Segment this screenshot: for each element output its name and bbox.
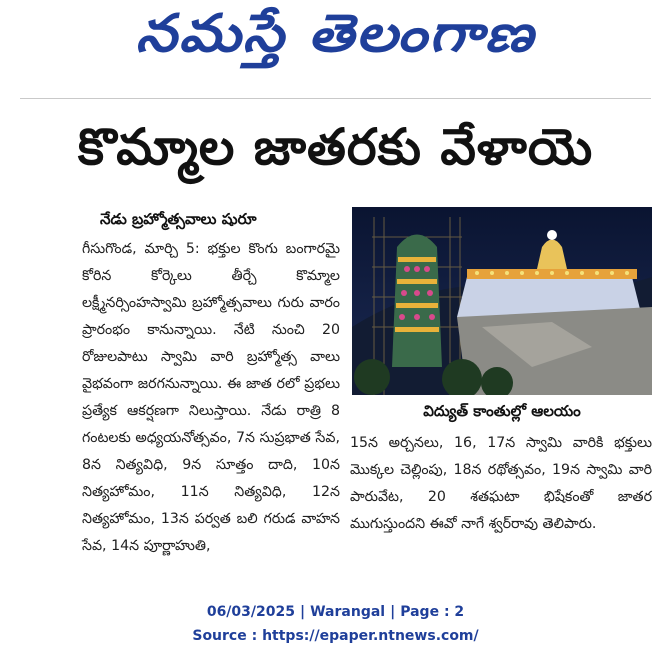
divider: [20, 98, 651, 99]
temple-photo: [352, 207, 652, 395]
source-link[interactable]: Source : https://epaper.ntnews.com/: [192, 628, 479, 644]
page-number: Page : 2: [400, 604, 465, 620]
article-subheadline: నేడు బ్రహ్మోత్సవాలు షురూ: [100, 210, 257, 228]
masthead: [0, 0, 671, 80]
footer-meta: 06/03/2025 | Warangal | Page : 2: [206, 604, 465, 620]
edition-name: Warangal: [310, 604, 386, 620]
edition-date: 06/03/2025: [206, 604, 295, 620]
article-headline: కొమ్మాల జాతరకు వేళాయె: [77, 118, 594, 176]
newspaper-logo: నమస్తే తెలంగాణ: [135, 3, 536, 64]
right-paragraph: 15న అర్చనలు, 16, 17న స్వామి వారికి భక్తులు మొక్కల చెల్లింపు, 18న రథోత్సవం, 19న స్వామి వారి పారువేట, 20 శతఘటా భిషేకంతో జాతర ముగుస్తుందని ఈవో నాగే శ్వర్‌రావు తెలిపారు.: [350, 435, 652, 532]
left-column: [82, 210, 340, 560]
photo-caption: విద్యుత్ కాంతుల్లో ఆలయం: [423, 402, 581, 420]
right-column: [350, 430, 652, 538]
left-paragraph: గీసుగొండ, మార్చి 5: భక్తుల కొంగు బంగారమై కోరిన కోర్కెలు తీర్చే కొమ్మాల లక్ష్మీనర్సింహస్వామి బ్రహ్మోత్సవాలు గురు వారం ప్రారంభం కానున్నాయి. నేటి నుంచి 20 రోజులపాటు స్వామి వారి బ్రహ్మోత్స వాలు వైభవంగా జరగనున్నాయి. ఈ జాత రలో ప్రభలు ప్రత్యేక ఆకర్షణగా నిలుస్తాయి. నేడు రాత్రి 8 గంటలకు అధ్యయనోత్సవం, 7న సుప్రభాత సేవ, 8న నిత్యవిధి, 9న సూత్తం దాది, 10న నిత్యహోమం, 11న నిత్యవిధి, 12న నిత్యహోమం, 13న పర్వత బలి గరుడ వాహన సేవ, 14న పూర్ణాహుతి,: [82, 241, 340, 554]
